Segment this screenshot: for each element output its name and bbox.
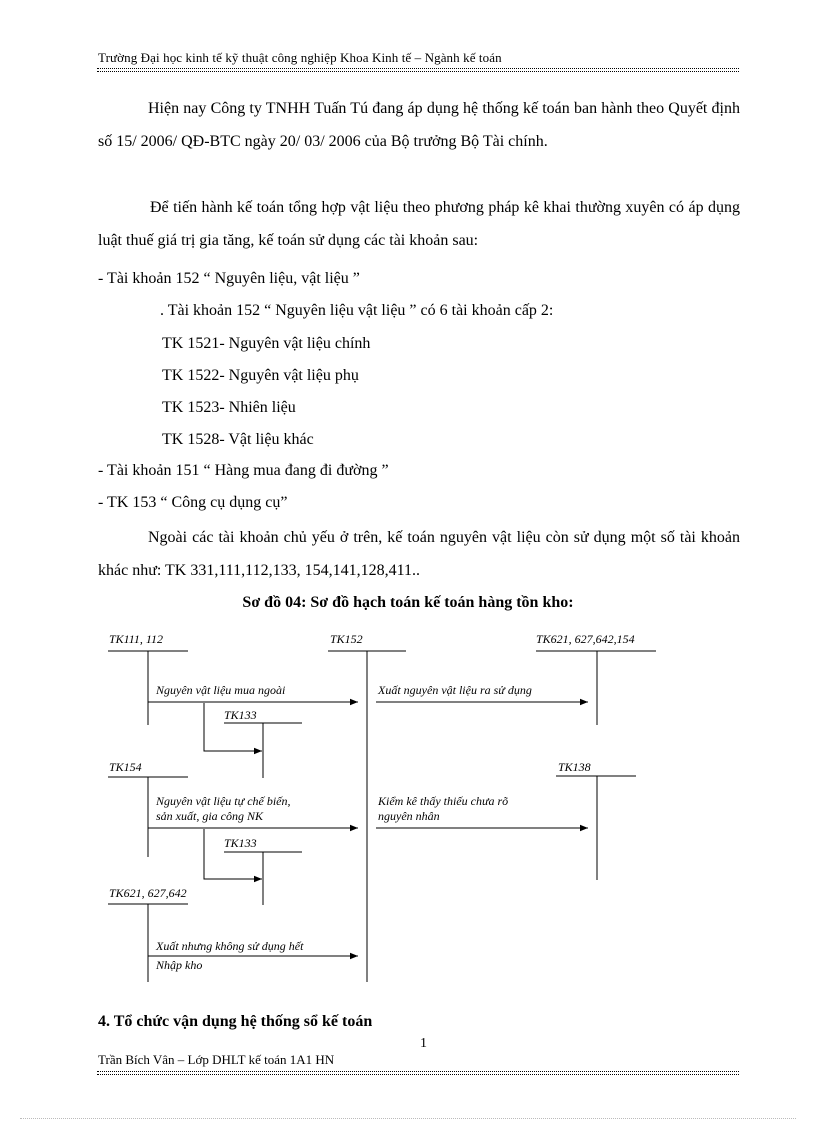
tk138-label: TK138 [558,760,591,774]
tk133a-label: TK133 [224,708,257,722]
sub-account-item: TK 1528- Vật liệu khác [162,431,314,448]
header-divider-2 [97,71,739,72]
section-heading: 4. Tổ chức vận dụng hệ thống sổ kế toán [98,1013,373,1030]
page-footer: Trần Bích Vân – Lớp DHLT kế toán 1A1 HN [98,1052,335,1067]
label-self-2: sản xuất, gia công NK [156,809,263,823]
label-return-1: Xuất nhưng không sử dụng hết [156,939,304,953]
label-shortage-1: Kiểm kê thấy thiếu chưa rõ [378,794,509,808]
label-buy: Nguyên vật liệu mua ngoài [156,683,286,697]
page-bottom-edge [20,1118,796,1119]
paragraph-1: Hiện nay Công ty TNHH Tuấn Tú đang áp dụng hệ thống kế toán ban hành theo Quyết định số 15/ 2006/ QĐ-BTC ngày 20/ 03/ 2006 của Bộ trưởng Bộ Tài chính. [98,100,740,150]
account-item-152: - Tài khoản 152 “ Nguyên liệu, vật liệu ” [98,270,360,287]
label-issue: Xuất nguyên vật liệu ra sử dụng [378,683,532,697]
sub-account-intro: . Tài khoản 152 “ Nguyên liệu vật liệu ” có 6 tài khoản cấp 2: [160,302,554,319]
label-self-1: Nguyên vật liệu tự chế biến, [156,794,291,808]
tk133b-label: TK133 [224,836,257,850]
paragraph-3: Ngoài các tài khoản chủ yếu ở trên, kế toán nguyên vật liệu còn sử dụng một số tài khoản khác như: TK 331,111,112,133, 154,141,128,411.. [98,529,740,579]
tk154-label: TK154 [109,760,142,774]
sub-account-item: TK 1522- Nguyên vật liệu phụ [162,367,359,384]
tk111-label: TK111, 112 [109,632,164,646]
tk621a-label: TK621, 627,642,154 [536,632,635,646]
label-shortage-2: nguyên nhân [378,809,440,823]
account-item-153: - TK 153 “ Công cụ dụng cụ” [98,494,288,511]
page-number: 1 [420,1036,427,1051]
sub-account-item: TK 1523- Nhiên liệu [162,399,296,416]
footer-divider [97,1071,739,1072]
diagram-title: Sơ đồ 04: Sơ đồ hạch toán kế toán hàng tồn kho: [242,594,574,611]
account-item-151: - Tài khoản 151 “ Hàng mua đang đi đường ” [98,462,389,479]
label-return-2: Nhập kho [156,958,203,972]
tk152-label: TK152 [330,632,363,646]
sub-account-item: TK 1521- Nguyên vật liệu chính [162,335,371,352]
tk621b-label: TK621, 627,642 [109,886,187,900]
page-header: Trường Đại học kinh tế kỹ thuật công nghiệp Khoa Kinh tế – Ngành kế toán [98,50,502,65]
paragraph-2: Để tiến hành kế toán tổng hợp vật liệu theo phương pháp kê khai thường xuyên có áp dụng luật thuế giá trị gia tăng, kế toán sử dụng các tài khoản sau: [98,199,740,249]
footer-divider-2 [97,1074,739,1075]
header-divider [97,68,739,69]
inventory-accounting-diagram [0,620,816,1000]
